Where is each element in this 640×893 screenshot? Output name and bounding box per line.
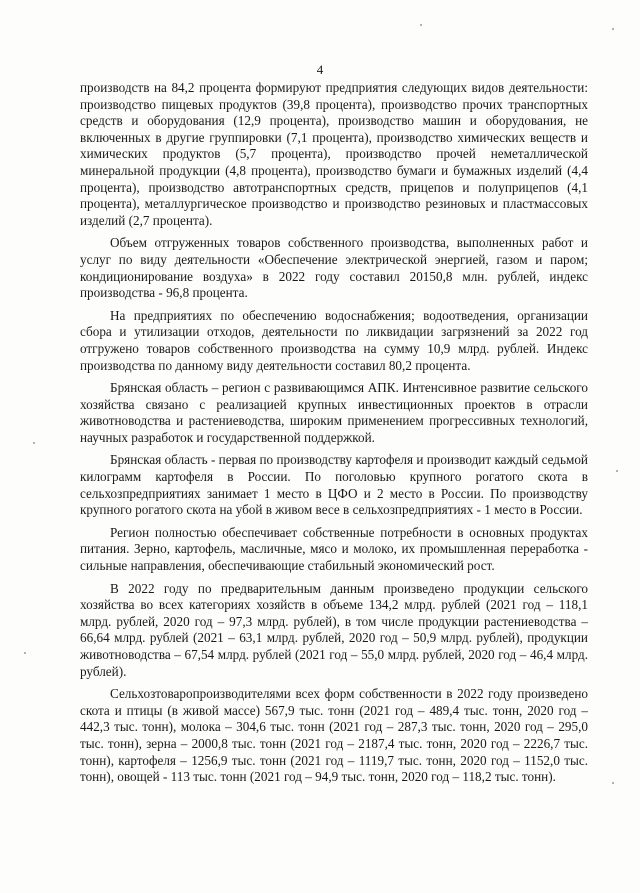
paragraph-production-volumes: Сельхозтоваропроизводителями всех форм собственности в 2022 году произведено скота и птицы (в живой массе) 567,9 тыс. тонн (2021 год – 489,4 тыс. тонн, 2020 год – 442,3 тыс. тонн), молока – 304,6 тыс. тонн (2021 год – 287,3 тыс. тонн, 2020 год – 295,0 тыс. тонн), зерна – 2000,8 тыс. тонн (2021 год – 2187,4 тыс. тонн, 2020 год – 2226,7 тыс. тонн), картофеля – 1256,9 тыс. тонн (2021 год – 1119,7 тыс. тонн, 2020 год – 1152,0 тыс. тонн), овощей - 113 тыс. тонн (2021 год – 94,9 тыс. тонн, 2020 год – 118,2 тыс. тонн).	[80, 686, 588, 785]
scan-speck	[612, 782, 614, 784]
scan-speck	[612, 28, 614, 30]
paragraph-agricultural-output: В 2022 году по предварительным данным произведено продукции сельского хозяйства во всех категориях хозяйств в объеме 134,2 млрд. рублей (2021 год – 118,1 млрд. рублей, 2020 год – 97,3 млрд. рублей), в том числе продукции растениеводства – 66,64 млрд. рублей (2021 – 63,1 млрд. рублей, 2020 год – 50,9 млрд. рублей), продукции животноводства – 67,54 млрд. рублей (2021 год – 55,0 млрд. рублей, 2020 год – 46,4 млрд. рублей).	[80, 580, 588, 679]
page-number: 4	[316, 62, 324, 77]
scan-speck	[616, 470, 618, 472]
paragraph-water-supply: На предприятиях по обеспечению водоснабжения; водоотведения, организации сбора и утилизации отходов, деятельности по ликвидации загрязнений за 2022 год отгружено товаров собственного производства на сумму 10,9 млрд. рублей. Индекс производства по данному виду деятельности составил 80,2 процента.	[80, 307, 588, 373]
paragraph-food-self-sufficiency: Регион полностью обеспечивает собственные потребности в основных продуктах питания. Зерно, картофель, масличные, мясо и молоко, их промышленная переработка - сильные направления, обеспечивающие стабильный экономический рост.	[80, 524, 588, 574]
paragraph-manufacturing-shares: производств на 84,2 процента формируют предприятия следующих видов деятельности: производство пищевых продуктов (39,8 процента), производство прочих транспортных средств и оборудования (12,9 процента), производство машин и оборудования, не включенных в другие группировки (7,1 процента), производство химических веществ и химических продуктов (5,7 процента), производство прочей неметаллической минеральной продукции (4,8 процента), производство бумаги и бумажных изделий (4,4 процента), производство автотранспортных средств, прицепов и полуприцепов (4,1 процента), металлургическое производство и производство резиновых и пластмассовых изделий (2,7 процента).	[80, 80, 588, 228]
paragraph-potato-leadership: Брянская область - первая по производству картофеля и производит каждый седьмой килограмм картофеля в России. По поголовью крупного рогатого скота в сельхозпредприятиях занимает 1 место в ЦФО и 2 место в России. По производству крупного рогатого скота на убой в живом весе в сельхозпредприятиях - 1 место в России.	[80, 452, 588, 518]
scan-speck	[420, 24, 422, 26]
paragraph-energy-supply: Объем отгруженных товаров собственного производства, выполненных работ и услуг по виду деятельности «Обеспечение электрической энергией, газом и паром; кондиционирование воздуха» в 2022 году составил 20150,8 млн. рублей, индекс производства - 96,8 процента.	[80, 235, 588, 301]
scan-speck	[24, 652, 26, 654]
scan-speck	[33, 442, 35, 444]
paragraph-agro-complex: Брянская область – регион с развивающимся АПК. Интенсивное развитие сельского хозяйства связано с реализацией крупных инвестиционных проектов в отрасли животноводства и растениеводства, широким применением прогрессивных технологий, научных разработок и государственной поддержкой.	[80, 380, 588, 445]
document-body	[80, 80, 588, 792]
